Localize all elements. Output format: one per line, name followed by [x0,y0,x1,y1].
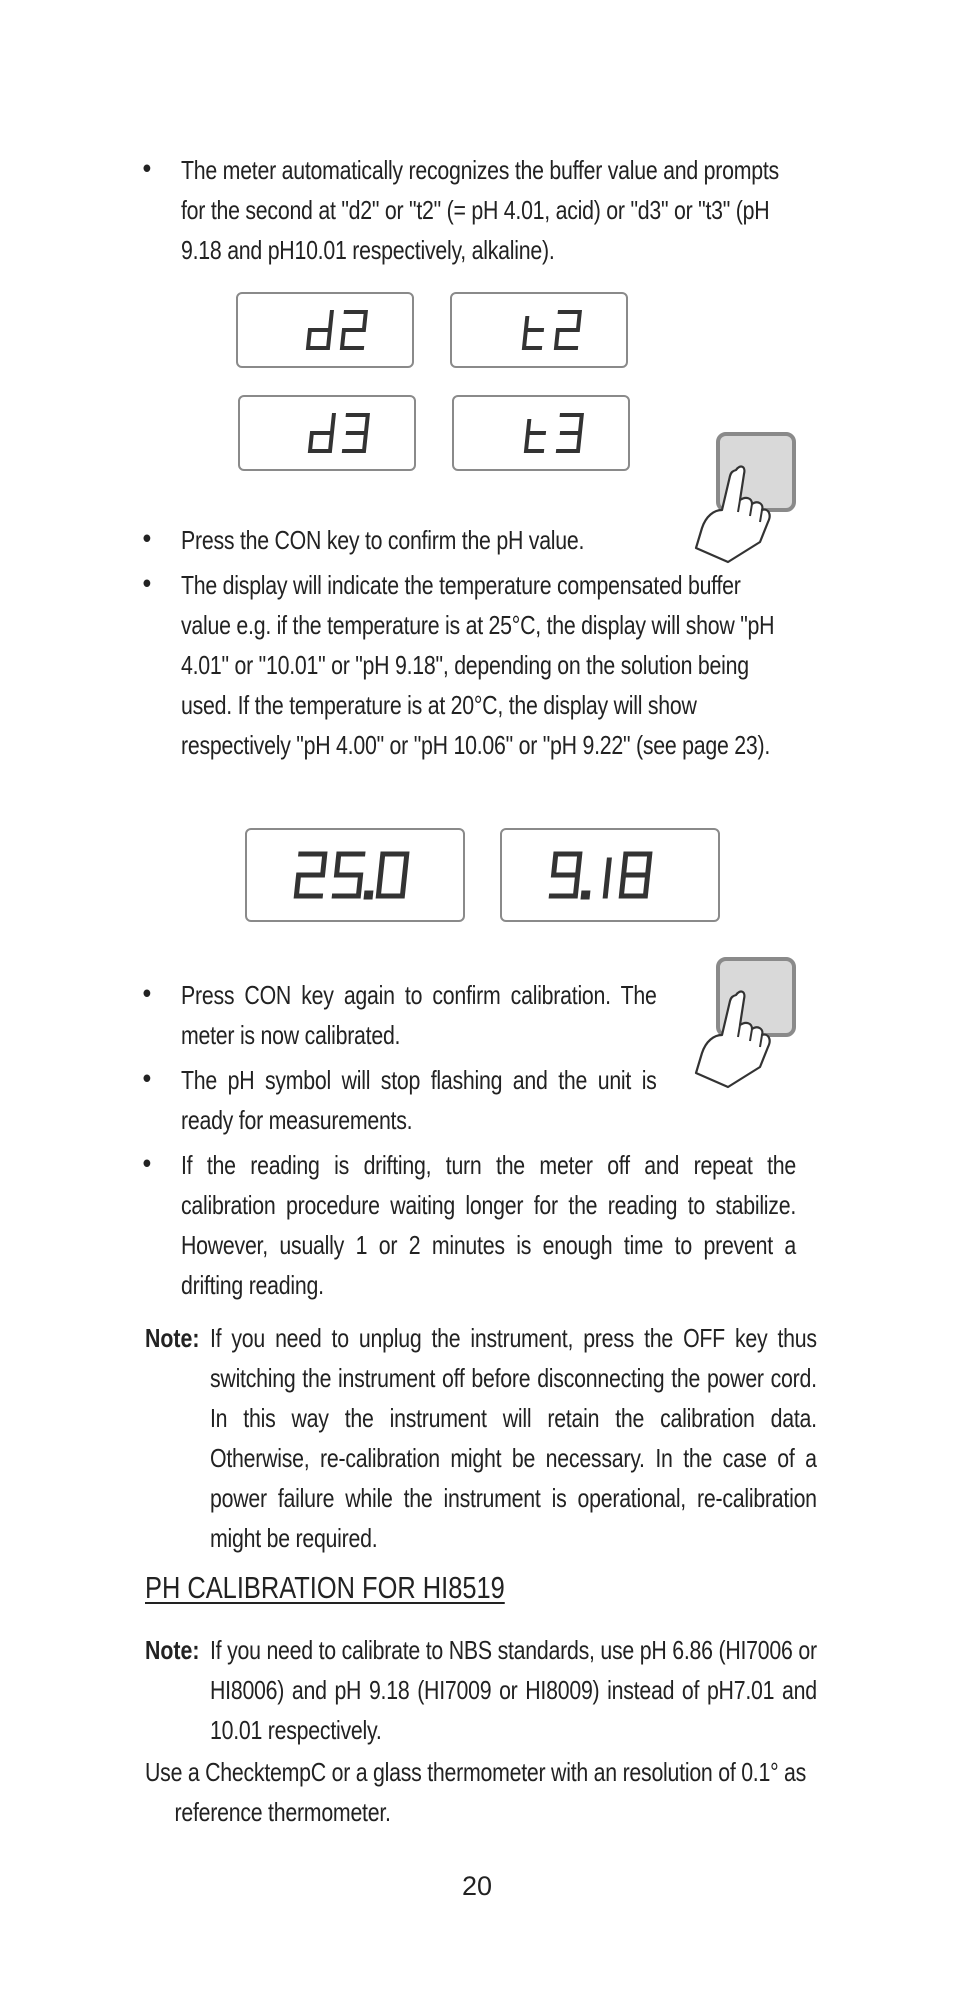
bullet-confirm-calibration [140,975,815,1055]
bullet-temp-compensated [140,565,815,805]
lcd-prompt-t2 [450,292,628,368]
bullet-marker: • [140,525,154,555]
bullet-marker: • [140,1150,154,1180]
lcd-segments [240,397,414,469]
bullet-drifting [140,1145,815,1305]
lcd-segments [247,830,463,920]
bullet-marker: • [140,570,154,600]
note-label: Note: [145,1635,200,1665]
bullet-marker: • [140,1065,154,1095]
page-number: 20 [461,1871,493,1901]
note-text: If you need to calibrate to NBS standards, use pH 6.86 (HI7006 or HI8006) and pH 9.18 (HI7009 or HI8009) instead of pH7.01 and 10.01 respectively. [210,1635,817,1745]
lcd-ph-reading [500,828,720,922]
lcd-segments [238,294,412,366]
lcd-segments [502,830,718,920]
lcd-segments [454,397,628,469]
lcd-prompt-t3 [452,395,630,471]
note-nbs-standards [145,1630,815,1750]
note-label: Note: [145,1323,200,1353]
note-unplug [145,1318,815,1558]
reference-text: Use a ChecktempC or a glass thermometer with an resolution of 0.1° as reference thermometer. [145,1757,807,1827]
bullet-text: The display will indicate the temperature compensated buffer value e.g. if the temperature is at 25°C, the display will show "pH 4.01" or "10.01" or "pH 9.18", depending on the solution being used. If the temperature is at 20°C, the display will show respectively "pH 4.00" or "pH 10.06" or "pH 9.22" (see page 23). [181,570,775,760]
bullet-confirm-ph [140,520,815,560]
lcd-prompt-d3 [238,395,416,471]
lcd-segments [452,294,626,366]
reference-thermometer-text [145,1752,815,1832]
bullet-marker: • [140,980,154,1010]
note-text: If you need to unplug the instrument, press the OFF key thus switching the instrument off before disconnecting the power cord. In this way the instrument will retain the calibration data. Otherwise, re-calibration might be necessary. In the case of a power failure while the instrument is operational, re-calibration might be required. [210,1323,817,1553]
bullet-text: Press the CON key to confirm the pH value. [181,525,585,555]
bullet-ph-symbol [140,1060,815,1140]
lcd-prompt-d2 [236,292,414,368]
bullet-text: Press CON key again to confirm calibration. The meter is now calibrated. [181,980,657,1050]
bullet-text: If the reading is drifting, turn the meter off and repeat the calibration procedure waiting longer for the reading to stabilize. However, usually 1 or 2 minutes is enough time to prevent a drifting reading. [181,1150,796,1300]
bullet-text: The meter automatically recognizes the buffer value and prompts for the second at "d2" or "t2" (= pH 4.01, acid) or "d3" or "t3" (pH 9.18 and pH10.01 respectively, alkaline). [181,155,779,265]
bullet-marker: • [140,155,154,185]
bullet-text: The pH symbol will stop flashing and the unit is ready for measurements. [181,1065,657,1135]
lcd-temperature-reading [245,828,465,922]
bullet-buffer-recognition [140,150,815,270]
section-heading: PH CALIBRATION FOR HI8519 [145,1570,505,1605]
